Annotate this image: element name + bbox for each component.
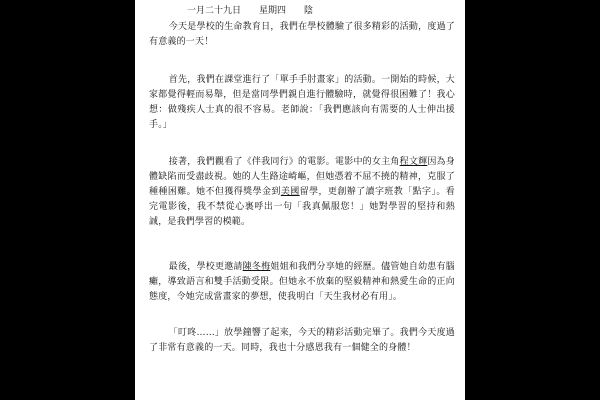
paragraph-guest (149, 260, 455, 305)
paragraph-movie (149, 155, 455, 230)
paragraph-ending-text: 「叮咚……」放學鐘響了起來，今天的精彩活動完畢了。我們今天度過了非常有意義的一天。同時，我也十分感恩我有一個健全的身體！ (149, 328, 455, 353)
paragraph-activity (149, 73, 455, 133)
paragraph-intro (149, 20, 455, 50)
paragraph-movie-text-3: 留學，更創辦了讀字班教「點字」。看完電影後，我不禁從心裏呼出一句「我真佩服您！」她對學習的堅持和熱誠，是我們學習的模範。 (149, 187, 455, 227)
diary-dateline: 一月二十九日 星期四 陰 (187, 6, 314, 16)
paragraph-ending (149, 326, 455, 356)
paragraph-activity-text: 首先，我們在課堂進行了「單手手肘畫家」的活動。一開始的時候，大家都覺得輕而易舉，但是當同學們親自進行體驗時，就覺得很困難了！我心想：做殘疾人士真的很不容易。老師說：「我們應該向有需要的人士伸出援手。」 (149, 75, 455, 130)
guest-name-underlined: 陳冬梅 (242, 262, 271, 272)
diary-page (135, 0, 465, 400)
paragraph-movie-text-2: 因為身體缺陷而受盡歧視。她的人生路途崎嶇，但她憑着不屈不撓的精神，克服了種種困難。她不但獲得獎學金到 (149, 157, 455, 197)
proper-name-underlined: 程文輝 (399, 157, 428, 167)
place-name-underlined: 美國 (280, 187, 300, 197)
paragraph-guest-text-1: 最後，學校更邀請 (168, 262, 243, 272)
paragraph-intro-text: 今天是學校的生命教育日，我們在學校體驗了很多精彩的活動，度過了有意義的一天！ (149, 22, 455, 47)
paragraph-movie-text-1: 接著，我們觀看了《伴我同行》的電影。電影中的女主角 (168, 157, 400, 167)
paragraph-guest-text-2: 姐姐和我們分享她的經歷。儘管她自幼患有腦癱，導致語言和雙手活動受限。但她永不放棄的堅毅精神和熱愛生命的正向態度，令她完成當畫家的夢想，使我明白「天生我材必有用」。 (149, 262, 455, 302)
